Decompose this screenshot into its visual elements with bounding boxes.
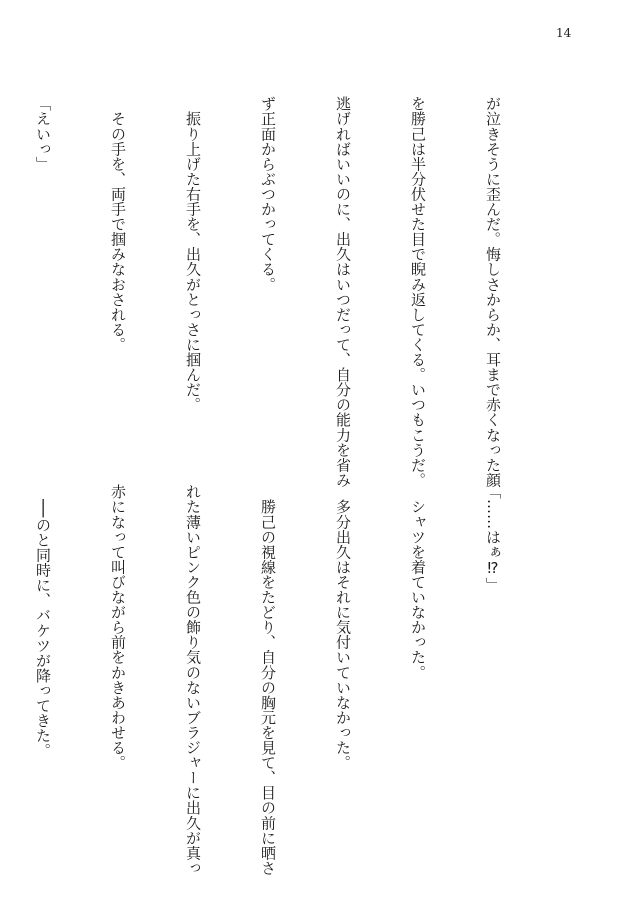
text-line: 逃げればいいのに、出久はいつだって、自分の能力を省み — [334, 96, 352, 488]
text-block-top — [0, 96, 555, 488]
text-line: れた薄いピンク色の飾り気のないブラジャーに出久が真っ — [184, 484, 202, 876]
text-line: シャツを着ていなかった。 — [409, 484, 427, 680]
text-block-bottom — [0, 484, 555, 876]
text-line: ず正面からぶつかってくる。 — [259, 96, 277, 292]
text-line: 多分出久はそれに気付いていなかった。 — [334, 484, 352, 770]
text-line: 「えいっ」 — [34, 96, 52, 172]
text-line: 勝己の視線をたどり、自分の胸元を見て、目の前に晒さ — [259, 484, 277, 876]
text-line: ──のと同時に、バケツが降ってきた。 — [34, 484, 52, 759]
text-line: が泣きそうに歪んだ。悔しさからか、耳まで赤くなった顔 — [484, 96, 502, 488]
text-line: 振り上げた右手を、出久がとっさに掴んだ。 — [184, 96, 202, 413]
text-line: を勝己は半分伏せた目で睨み返してくる。いつもこうだ。 — [409, 96, 427, 488]
page-number: 14 — [556, 26, 572, 40]
text-line: 「……はぁ⁉」 — [484, 484, 502, 593]
text-line: その手を、両手で掴みなおされる。 — [109, 96, 127, 352]
text-line: 赤になって叫びながら前をかきあわせる。 — [109, 484, 127, 770]
